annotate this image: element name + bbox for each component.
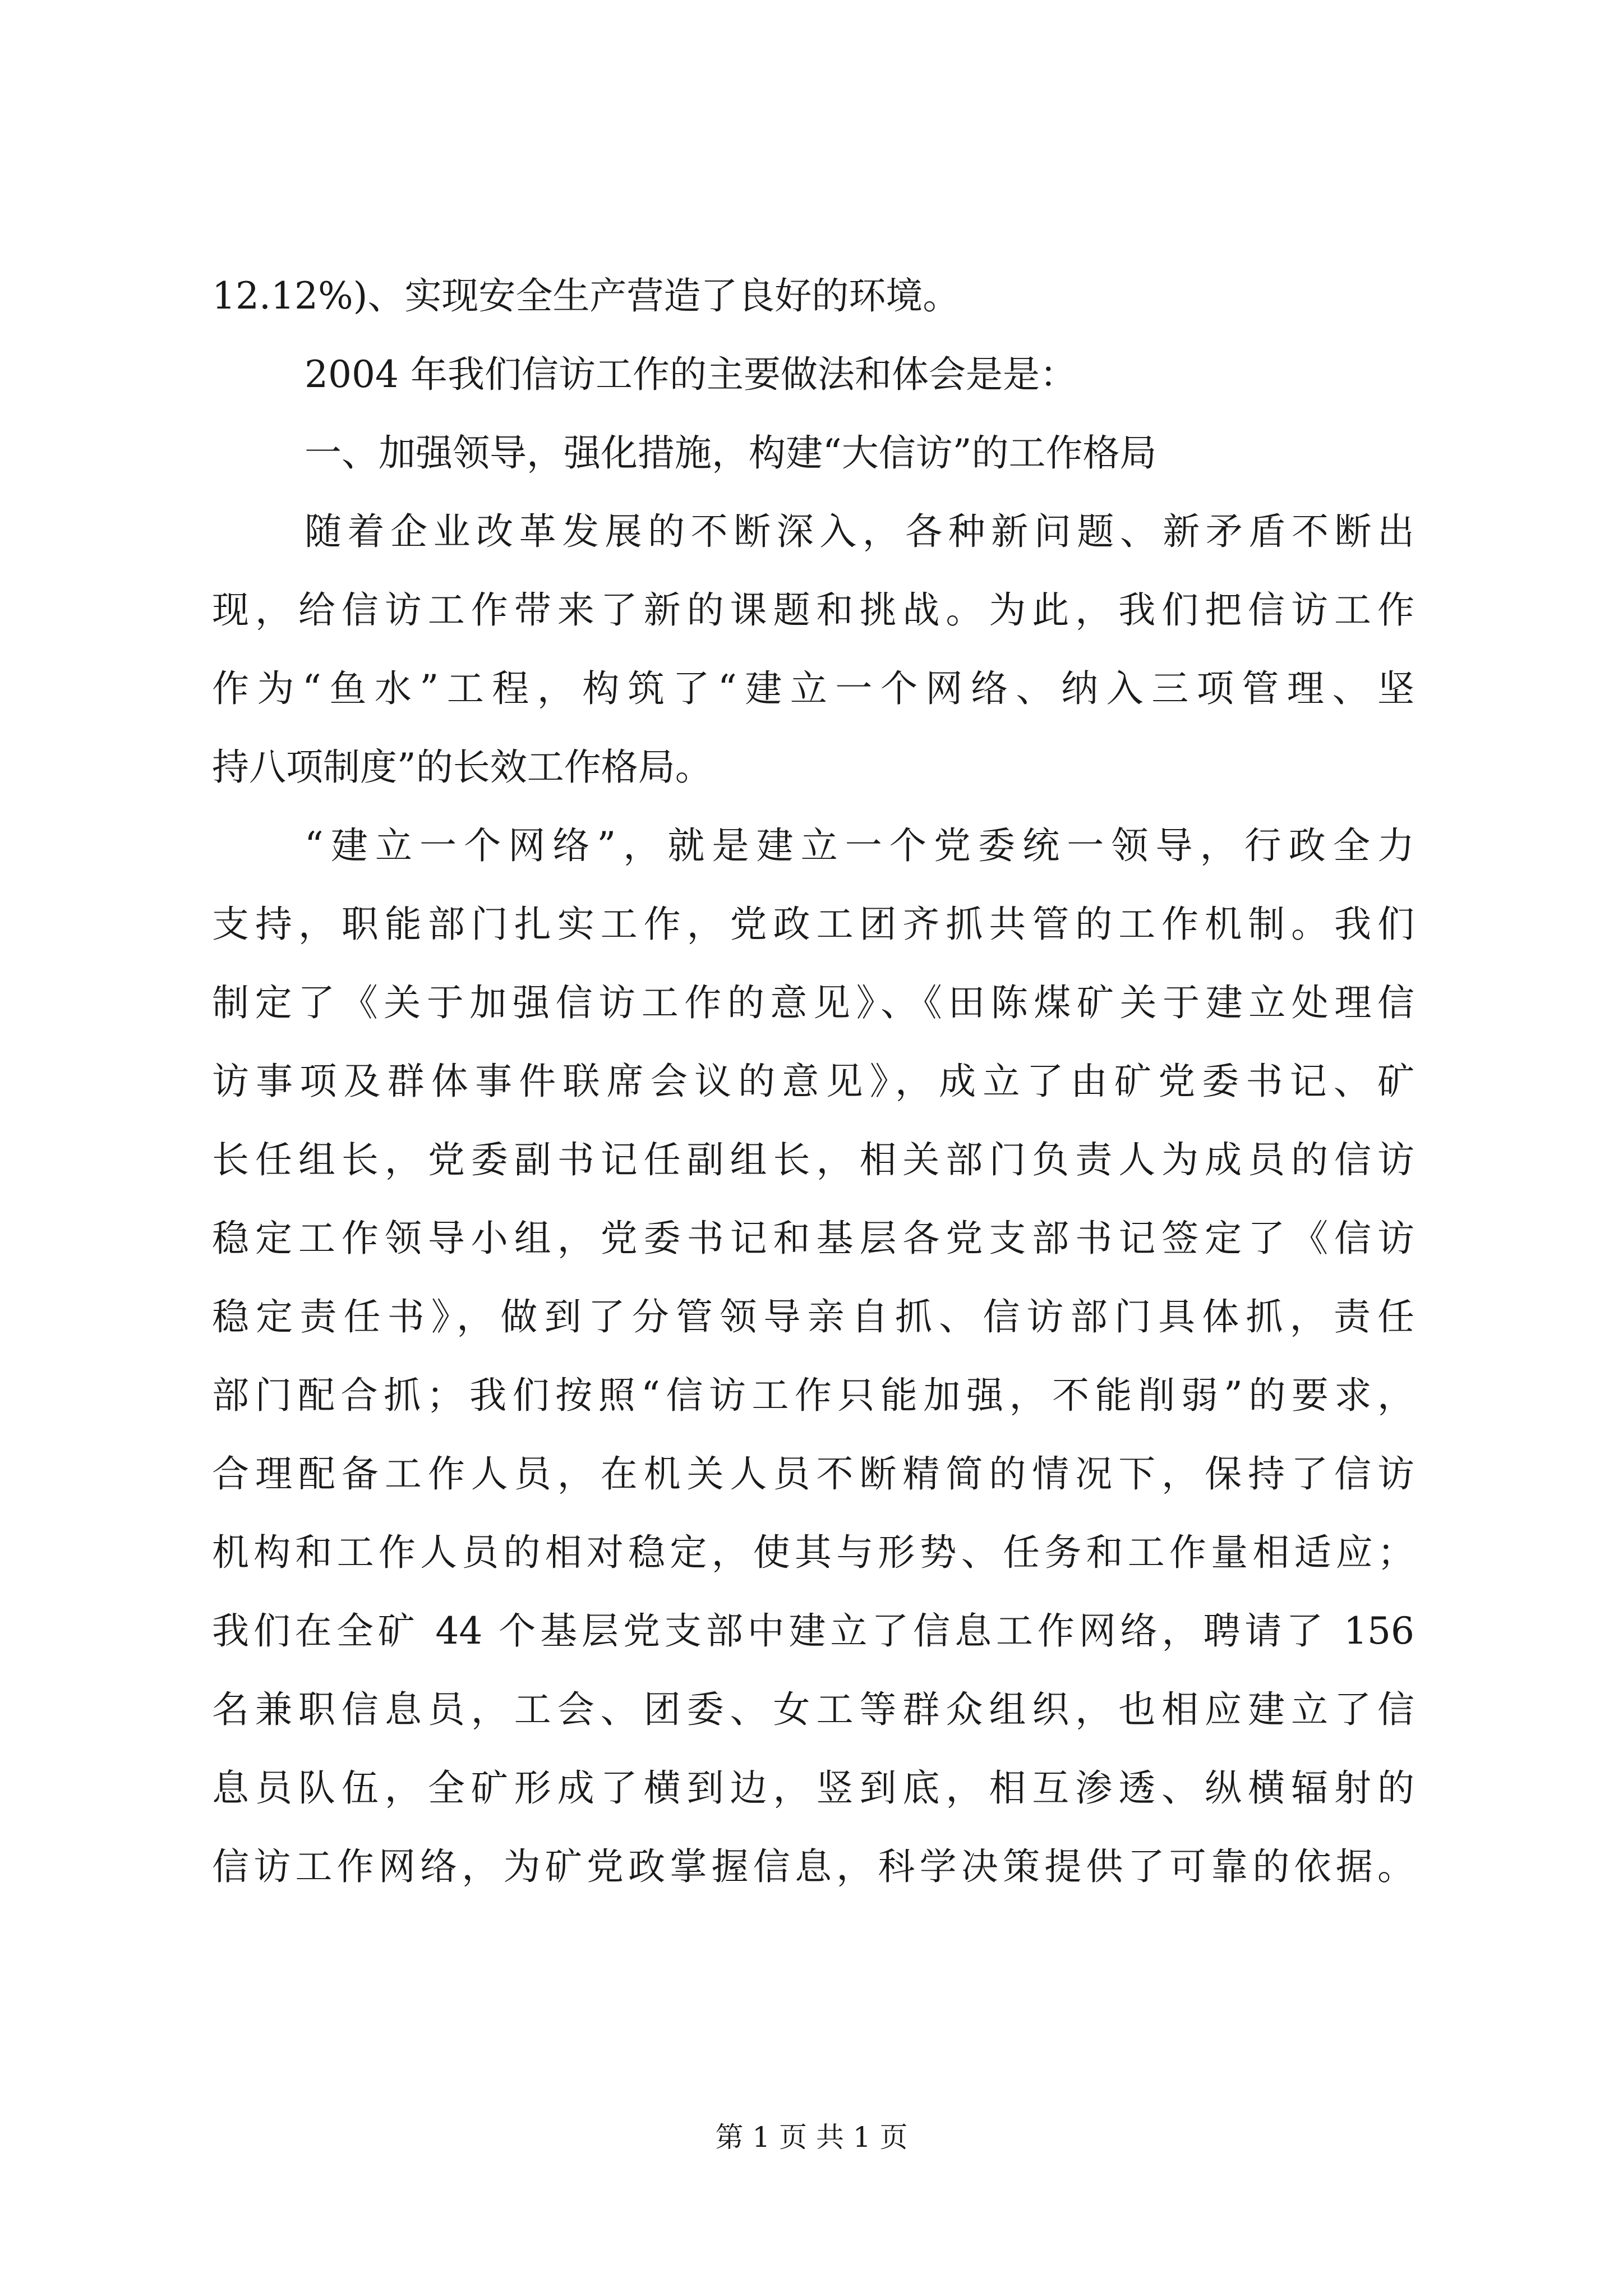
text-line-16: 合理配备工作人员，在机关人员不断精简的情况下，保持了信访 [212, 1452, 1414, 1496]
text-line-21: 信访工作网络，为矿党政掌握信息，科学决策提供了可靠的依据。 [212, 1845, 1414, 1888]
text-line-5: 现，给信访工作带来了新的课题和挑战。为此，我们把信访工作 [212, 588, 1414, 632]
text-line-10: 制定了《关于加强信访工作的意见》、《田陈煤矿关于建立处理信 [212, 981, 1414, 1024]
text-line-4: 随着企业改革发展的不断深入，各种新问题、新矛盾不断出 [305, 510, 1414, 553]
section-heading: 一、加强领导，强化措施，构建“大信访”的工作格局 [305, 431, 1157, 475]
text-line-11: 访事项及群体事件联席会议的意见》，成立了由矿党委书记、矿 [212, 1060, 1414, 1103]
text-line-20: 息员队伍，全矿形成了横到边，竖到底，相互渗透、纵横辐射的 [212, 1766, 1414, 1810]
text-line-6: 作为“鱼水”工程，构筑了“建立一个网络、纳入三项管理、坚 [212, 667, 1414, 710]
text-line-13: 稳定工作领导小组，党委书记和基层各党支部书记签定了《信访 [212, 1217, 1414, 1260]
text-line-19: 名兼职信息员，工会、团委、女工等群众组织，也相应建立了信 [212, 1688, 1414, 1731]
text-line-17: 机构和工作人员的相对稳定，使其与形势、任务和工作量相适应； [212, 1531, 1414, 1574]
text-line-18: 我们在全矿 44 个基层党支部中建立了信息工作网络，聘请了 156 [212, 1609, 1414, 1653]
text-line-12: 长任组长，党委副书记任副组长，相关部门负责人为成员的信访 [212, 1138, 1414, 1181]
text-line-1: 12.12%)、实现安全生产营造了良好的环境。 [212, 274, 960, 318]
text-line-14: 稳定责任书》，做到了分管领导亲自抓、信访部门具体抓，责任 [212, 1295, 1414, 1338]
page-footer: 第 1 页 共 1 页 [715, 2121, 908, 2154]
text-line-7: 持八项制度”的长效工作格局。 [212, 746, 712, 789]
text-line-9: 支持，职能部门扎实工作，党政工团齐抓共管的工作机制。我们 [212, 903, 1414, 946]
text-line-8: “建立一个网络”，就是建立一个党委统一领导，行政全力 [305, 824, 1414, 867]
text-line-2: 2004 年我们信访工作的主要做法和体会是是： [305, 353, 1077, 396]
text-line-15: 部门配合抓；我们按照“信访工作只能加强，不能削弱”的要求， [212, 1374, 1414, 1417]
